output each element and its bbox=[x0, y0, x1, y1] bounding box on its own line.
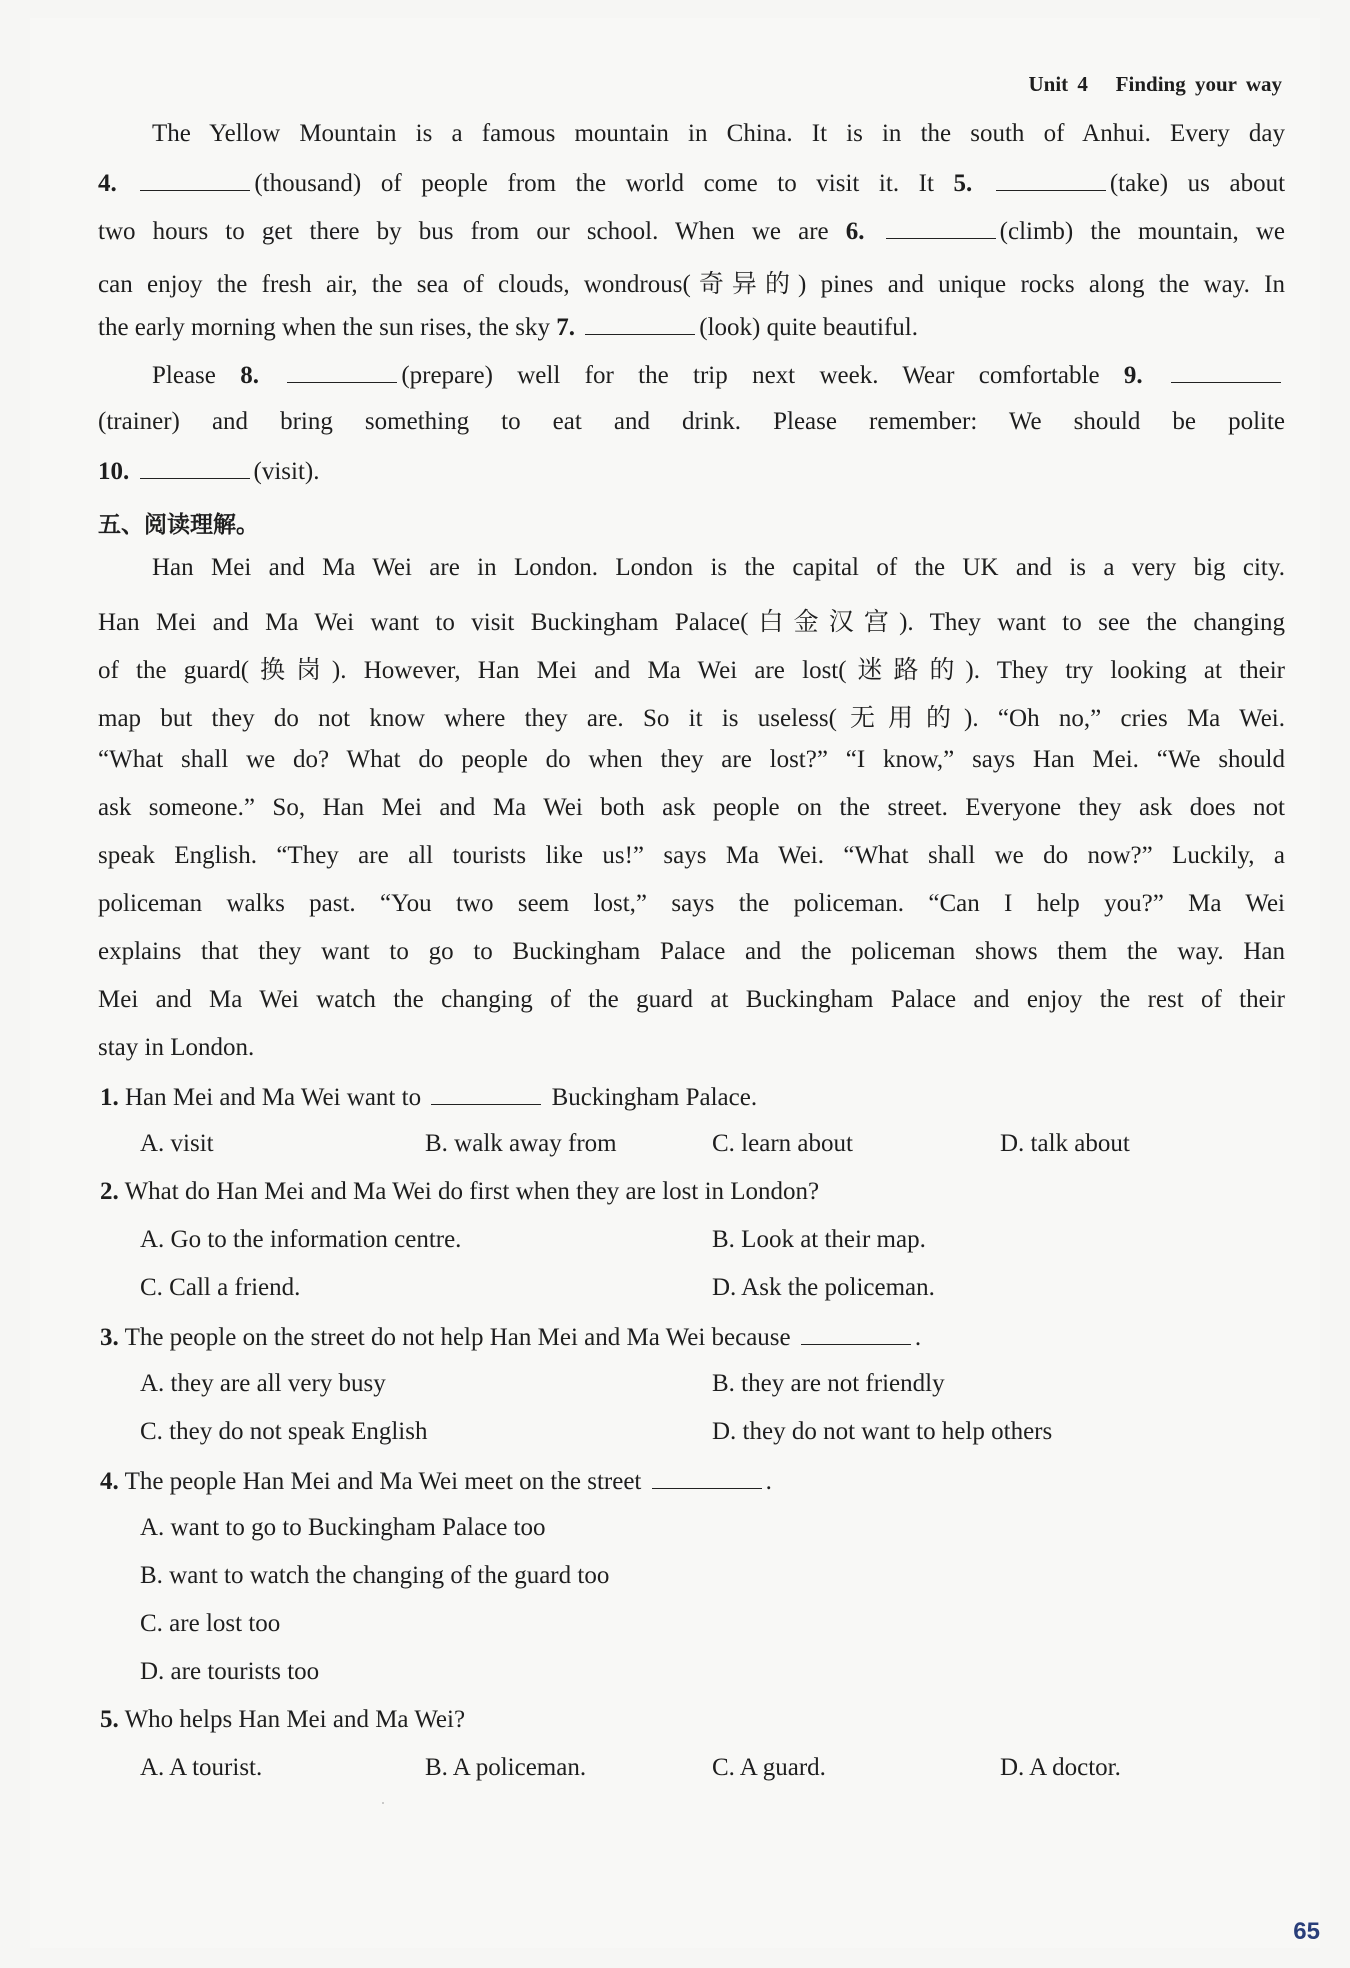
option-d[interactable]: D. are tourists too bbox=[140, 1658, 320, 1685]
question-text-end: . bbox=[765, 1468, 772, 1495]
cloze-hint: (thousand) of people from the world come to visit it. It bbox=[254, 170, 934, 197]
option-a[interactable]: A. they are all very busy bbox=[140, 1370, 386, 1397]
passage-line: “What shall we do? What do people do when they are lost?” “I know,” says Han Mei. “We should bbox=[98, 746, 1285, 773]
question-text: The people on the street do not help Han Mei and Ma Wei because bbox=[124, 1324, 791, 1351]
option-a[interactable]: A. visit bbox=[140, 1130, 214, 1157]
answer-blank[interactable] bbox=[585, 312, 695, 335]
option-b[interactable]: B. they are not friendly bbox=[712, 1370, 945, 1397]
option-d[interactable]: D. Ask the policeman. bbox=[712, 1274, 935, 1301]
section-title: 五、阅读理解。 bbox=[98, 512, 259, 538]
question-text-end: . bbox=[914, 1324, 922, 1351]
question-text: What do Han Mei and Ma Wei do first when they are lost in London? bbox=[124, 1178, 820, 1205]
cloze-line-6 bbox=[152, 360, 1285, 390]
header-title: Finding your way bbox=[1115, 72, 1282, 96]
blank-number: 4. bbox=[98, 170, 117, 197]
option-b[interactable]: B. walk away from bbox=[425, 1130, 617, 1157]
option-c[interactable]: C. A guard. bbox=[712, 1754, 826, 1781]
question-number: 5. bbox=[100, 1706, 119, 1733]
question-text-end: Buckingham Palace. bbox=[551, 1084, 758, 1111]
answer-blank[interactable] bbox=[996, 168, 1106, 191]
passage-line: Mei and Ma Wei watch the changing of the guard at Buckingham Palace and enjoy the rest of their bbox=[98, 986, 1285, 1013]
cloze-line-5 bbox=[98, 312, 1285, 342]
cloze-hint: (visit). bbox=[253, 458, 320, 485]
cloze-line-3 bbox=[98, 216, 1285, 246]
question-2 bbox=[100, 1178, 819, 1206]
answer-blank[interactable] bbox=[140, 456, 250, 479]
cloze-hint: (look) quite beautiful. bbox=[699, 314, 918, 341]
passage-line: ask someone.” So, Han Mei and Ma Wei both ask people on the street. Everyone they ask does not bbox=[98, 794, 1285, 821]
cloze-text: Please bbox=[152, 362, 216, 389]
passage-line: Han Mei and Ma Wei want to visit Buckingham Palace(白金汉宫). They want to see the changing bbox=[98, 609, 1285, 636]
answer-blank[interactable] bbox=[801, 1322, 911, 1345]
question-text: Han Mei and Ma Wei want to bbox=[125, 1084, 422, 1111]
header-unit: Unit 4 bbox=[1028, 72, 1088, 96]
page-number: 65 bbox=[1293, 1918, 1320, 1945]
passage-line: map but they do not know where they are. So it is useless(无用的). “Oh no,” cries Ma Wei. bbox=[98, 705, 1285, 732]
question-text: Who helps Han Mei and Ma Wei? bbox=[124, 1706, 466, 1733]
option-a[interactable]: A. A tourist. bbox=[140, 1754, 263, 1781]
answer-blank[interactable] bbox=[652, 1466, 762, 1489]
cloze-line-2 bbox=[98, 168, 1285, 198]
option-d[interactable]: D. talk about bbox=[1000, 1130, 1130, 1157]
option-c[interactable]: C. Call a friend. bbox=[140, 1274, 301, 1301]
passage-line: speak English. “They are all tourists like us!” says Ma Wei. “What shall we do now?” Luckily, a bbox=[98, 842, 1285, 869]
blank-number: 8. bbox=[240, 362, 259, 389]
cloze-hint: (climb) the mountain, we bbox=[999, 218, 1286, 245]
blank-number: 9. bbox=[1123, 362, 1143, 389]
blank-number: 6. bbox=[845, 218, 865, 245]
question-number: 4. bbox=[100, 1468, 119, 1495]
question-number: 1. bbox=[100, 1084, 119, 1111]
answer-blank[interactable] bbox=[1171, 360, 1281, 383]
scan-speck bbox=[382, 1802, 384, 1804]
passage-line: policeman walks past. “You two seem lost,” says the policeman. “Can I help you?” Ma Wei bbox=[98, 890, 1285, 917]
answer-blank[interactable] bbox=[431, 1082, 541, 1105]
question-1 bbox=[100, 1082, 757, 1112]
question-3 bbox=[100, 1322, 921, 1352]
cloze-line-4: can enjoy the fresh air, the sea of clouds, wondrous(奇异的) pines and unique rocks along the way. In bbox=[98, 271, 1285, 298]
cloze-line-7: (trainer) and bring something to eat and drink. Please remember: We should be polite bbox=[98, 408, 1285, 435]
cloze-line-1: The Yellow Mountain is a famous mountain in China. It is in the south of Anhui. Every day bbox=[152, 120, 1285, 147]
passage-line: of the guard(换岗). However, Han Mei and Ma Wei are lost(迷路的). They try looking at their bbox=[98, 657, 1285, 684]
cloze-text: the early morning when the sun rises, the sky bbox=[98, 314, 550, 341]
option-c[interactable]: C. they do not speak English bbox=[140, 1418, 428, 1445]
running-header bbox=[1028, 72, 1282, 97]
cloze-line-8 bbox=[98, 456, 1285, 486]
option-c[interactable]: C. are lost too bbox=[140, 1610, 281, 1637]
cloze-text: two hours to get there by bus from our school. When we are bbox=[98, 218, 829, 245]
answer-blank[interactable] bbox=[886, 216, 996, 239]
question-number: 3. bbox=[100, 1324, 119, 1351]
answer-blank[interactable] bbox=[140, 168, 250, 191]
answer-blank[interactable] bbox=[287, 360, 397, 383]
question-5 bbox=[100, 1706, 465, 1734]
option-c[interactable]: C. learn about bbox=[712, 1130, 853, 1157]
option-b[interactable]: B. Look at their map. bbox=[712, 1226, 926, 1253]
option-a[interactable]: A. Go to the information centre. bbox=[140, 1226, 462, 1253]
option-b[interactable]: B. A policeman. bbox=[425, 1754, 587, 1781]
question-text: The people Han Mei and Ma Wei meet on the street bbox=[124, 1468, 642, 1495]
passage-line: Han Mei and Ma Wei are in London. London is the capital of the UK and is a very big city. bbox=[152, 554, 1285, 581]
question-4 bbox=[100, 1466, 772, 1496]
blank-number: 10. bbox=[98, 458, 130, 485]
question-number: 2. bbox=[100, 1178, 119, 1205]
option-d[interactable]: D. they do not want to help others bbox=[712, 1418, 1053, 1445]
passage-line: stay in London. bbox=[98, 1034, 255, 1061]
blank-number: 7. bbox=[556, 314, 575, 341]
option-b[interactable]: B. want to watch the changing of the guard too bbox=[140, 1562, 610, 1589]
option-d[interactable]: D. A doctor. bbox=[1000, 1754, 1121, 1781]
cloze-hint: (take) us about bbox=[1109, 170, 1286, 197]
option-a[interactable]: A. want to go to Buckingham Palace too bbox=[140, 1514, 546, 1541]
cloze-hint: (prepare) well for the trip next week. Wear comfortable bbox=[401, 362, 1100, 389]
blank-number: 5. bbox=[953, 170, 973, 197]
passage-line: explains that they want to go to Buckingham Palace and the policeman shows them the way. Han bbox=[98, 938, 1285, 965]
